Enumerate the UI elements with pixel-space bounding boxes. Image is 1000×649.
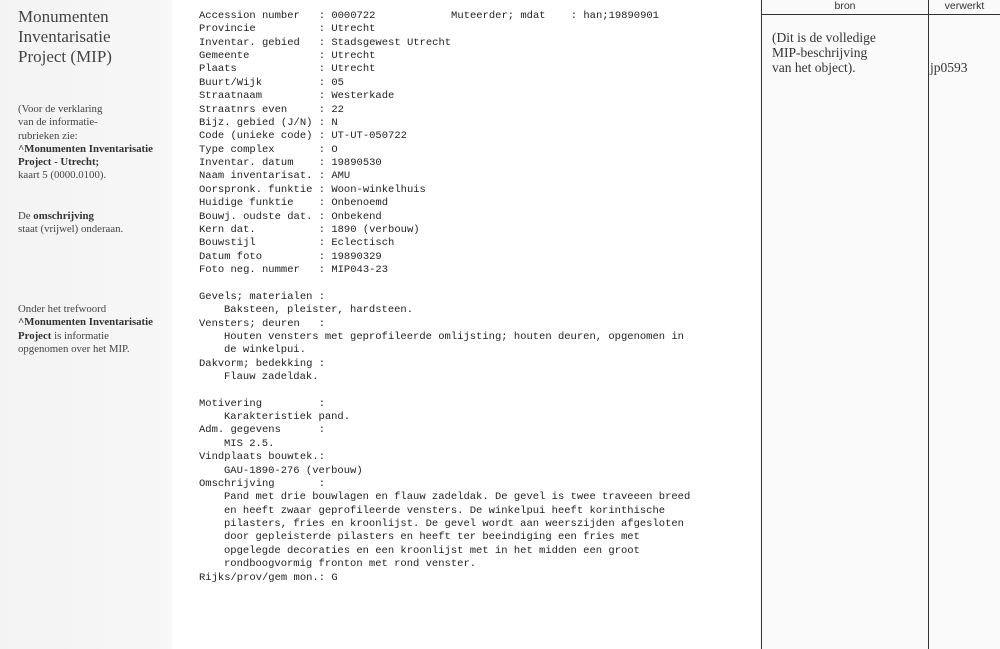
section-text: rondboogvormig fronton met rond venster. (224, 558, 477, 571)
section-text: Baksteen, pleister, hardsteen. (224, 304, 414, 317)
mutator-value: han;19890901 (583, 10, 659, 22)
field-value: 05 (331, 76, 344, 89)
record-field (199, 37, 451, 50)
section-text: Flauw zadeldak. (224, 370, 319, 383)
field-label: Straatnrs even (199, 103, 288, 116)
field-value: O (331, 143, 338, 156)
section-text: GAU-1890-276 (verbouw) (224, 464, 363, 477)
note-text: is informatie (51, 329, 109, 342)
record-field (199, 157, 451, 170)
bron-line: MIP-beschrijving (772, 45, 868, 60)
field-label: Datum foto (199, 250, 263, 263)
note-line: opgenomen over het MIP. (18, 342, 130, 355)
reference-link[interactable]: ^Monumenten Inventarisatie (18, 316, 153, 329)
field-value: Eclectisch (331, 237, 395, 250)
field-colon: : (318, 76, 332, 89)
record-field (199, 104, 451, 117)
field-label: Inventar. datum (199, 157, 294, 170)
processing-panel (760, 0, 1000, 649)
record-field (199, 10, 659, 23)
section-text: Houten vensters met geprofileerde omlijsting; houten deuren, opgenomen in (224, 330, 684, 343)
field-value: 19890329 (331, 250, 382, 263)
record-field (199, 184, 451, 197)
explanation-note (18, 103, 153, 183)
record-field (199, 50, 451, 63)
record-field (199, 237, 451, 250)
field-colon: : (318, 90, 332, 103)
section-heading: Rijks/prov/gem mon.: G (199, 571, 338, 584)
record-field (199, 251, 451, 264)
field-value: Utrecht (331, 23, 376, 36)
mutator-label: Muteerder; mdat (451, 10, 546, 22)
field-label: Oorspronk. funktie (199, 183, 313, 196)
section-text: pilasters, fries en kroonlijst. De gevel wordt aan weerszijden afgesloten (224, 518, 684, 531)
note-line: staat (vrijwel) onderaan. (18, 223, 124, 236)
bron-line: (Dit is de volledige (772, 30, 876, 45)
section-heading: Motivering : (199, 397, 326, 410)
bron-header: bron (834, 0, 856, 12)
field-colon: : (318, 10, 332, 22)
field-colon: : (318, 36, 332, 49)
note-line: Onder het trefwoord (18, 303, 107, 315)
record-field (199, 63, 451, 76)
field-colon: : (318, 264, 332, 277)
field-value: N (331, 116, 338, 129)
field-label: Bouwstijl (199, 237, 256, 250)
field-value: AMU (331, 170, 351, 183)
section-heading: Vensters; deuren : (199, 317, 326, 330)
bron-line: van het object). (772, 60, 856, 75)
record-field (199, 90, 451, 103)
bron-text (772, 30, 876, 75)
note-line: rubrieken zie: (18, 129, 78, 142)
section-text: door gepleisterde pilasters en heeft ter beeindiging een fries met (224, 531, 640, 544)
field-label: Accession number (199, 10, 300, 22)
field-colon: : (318, 223, 332, 236)
title-line: Monumenten (18, 7, 109, 26)
field-value: UT-UT-050722 (331, 130, 407, 143)
title-line: Project (MIP) (18, 47, 112, 66)
field-colon: : (318, 170, 332, 183)
section-text: opgelegde decoraties en een kroonlijst met in het midden een groot (224, 544, 640, 557)
record-field (199, 264, 451, 277)
field-value: Utrecht (331, 50, 376, 63)
divider (761, 0, 762, 649)
record-field (199, 170, 451, 183)
field-label: Huidige funktie (199, 197, 294, 210)
field-value: Utrecht (331, 63, 376, 76)
field-label: Provincie (199, 23, 256, 36)
record-field (199, 130, 451, 143)
field-label: Inventar. gebied (199, 36, 300, 49)
field-label: Type complex (199, 143, 275, 156)
note-text: De (18, 210, 34, 222)
record-field (199, 144, 451, 157)
sidebar-title (18, 7, 112, 67)
field-value: 0000722 (331, 10, 376, 22)
record-field (199, 117, 451, 130)
divider (761, 14, 1000, 15)
field-value: Woon-winkelhuis (331, 183, 426, 196)
field-value: Stadsgewest Utrecht (331, 36, 452, 49)
field-value: 1890 (verbouw) (331, 223, 420, 236)
field-label: Naam inventarisat. (199, 170, 313, 183)
section-text: de winkelpui. (224, 344, 306, 357)
title-line: Inventarisatie (18, 27, 111, 46)
field-colon: : (318, 250, 332, 263)
field-colon: : (318, 143, 332, 156)
field-value: Westerkade (331, 90, 395, 103)
field-colon: : (318, 103, 332, 116)
field-colon: : (318, 183, 332, 196)
field-label: Code (unieke code) (199, 130, 313, 143)
section-heading: Dakvorm; bedekking : (199, 357, 326, 370)
record-field (199, 77, 451, 90)
section-heading: Vindplaats bouwtek.: (199, 451, 326, 464)
reference-link[interactable]: Project - Utrecht; (18, 156, 100, 169)
field-colon: : (318, 116, 332, 129)
section-heading: Omschrijving : (199, 477, 326, 490)
section-text: MIS 2.5. (224, 437, 275, 450)
reference-link[interactable]: Project (18, 329, 52, 342)
keyword-note (18, 303, 153, 356)
field-label: Plaats (199, 63, 237, 76)
record-field (199, 23, 451, 36)
field-colon: : (318, 50, 332, 63)
section-heading: Gevels; materialen : (199, 290, 326, 303)
note-line: kaart 5 (0000.0100). (18, 169, 107, 182)
record-field (199, 224, 451, 237)
field-colon: : (318, 197, 332, 210)
field-label: Foto neg. nummer (199, 264, 300, 277)
field-colon: : (318, 130, 332, 143)
section-heading: Adm. gegevens : (199, 424, 326, 437)
section-text: Karakteristiek pand. (224, 411, 351, 424)
note-line: (Voor de verklaring (18, 103, 103, 115)
field-colon: : (318, 23, 332, 36)
field-colon: : (318, 237, 332, 250)
record-document (172, 0, 760, 600)
field-label: Gemeente (199, 50, 250, 63)
note-line: van de informatie- (18, 116, 98, 129)
divider (928, 0, 929, 649)
section-text: en heeft zwaar geprofileerde vensters. De winkelpui heeft korinthische (224, 504, 666, 517)
verwerkt-header: verwerkt (944, 0, 985, 12)
field-label: Buurt/Wijk (199, 76, 263, 89)
field-value: 22 (331, 103, 344, 116)
field-value: 19890530 (331, 157, 382, 170)
field-value: Onbekend (331, 210, 382, 223)
reference-link[interactable]: ^Monumenten Inventarisatie (18, 142, 153, 155)
field-colon: : (318, 63, 332, 76)
section-text: Pand met drie bouwlagen en flauw zadeldak. De gevel is twee traveeen breed (224, 491, 691, 504)
field-value: MIP043-23 (331, 264, 389, 277)
field-label: Bouwj. oudste dat. (199, 210, 313, 223)
field-label: Straatnaam (199, 90, 263, 103)
record-field (199, 211, 451, 224)
description-note (18, 210, 123, 237)
field-value: Onbenoemd (331, 197, 389, 210)
field-label: Bijz. gebied (J/N) (199, 116, 313, 129)
field-colon: : (318, 210, 332, 223)
field-colon: : (570, 10, 584, 22)
verwerkt-code: jp0593 (930, 60, 968, 75)
note-bold: omschrijving (33, 210, 94, 222)
field-label: Kern dat. (199, 223, 256, 236)
sidebar (0, 0, 172, 649)
field-colon: : (318, 157, 332, 170)
record-field (199, 197, 451, 210)
